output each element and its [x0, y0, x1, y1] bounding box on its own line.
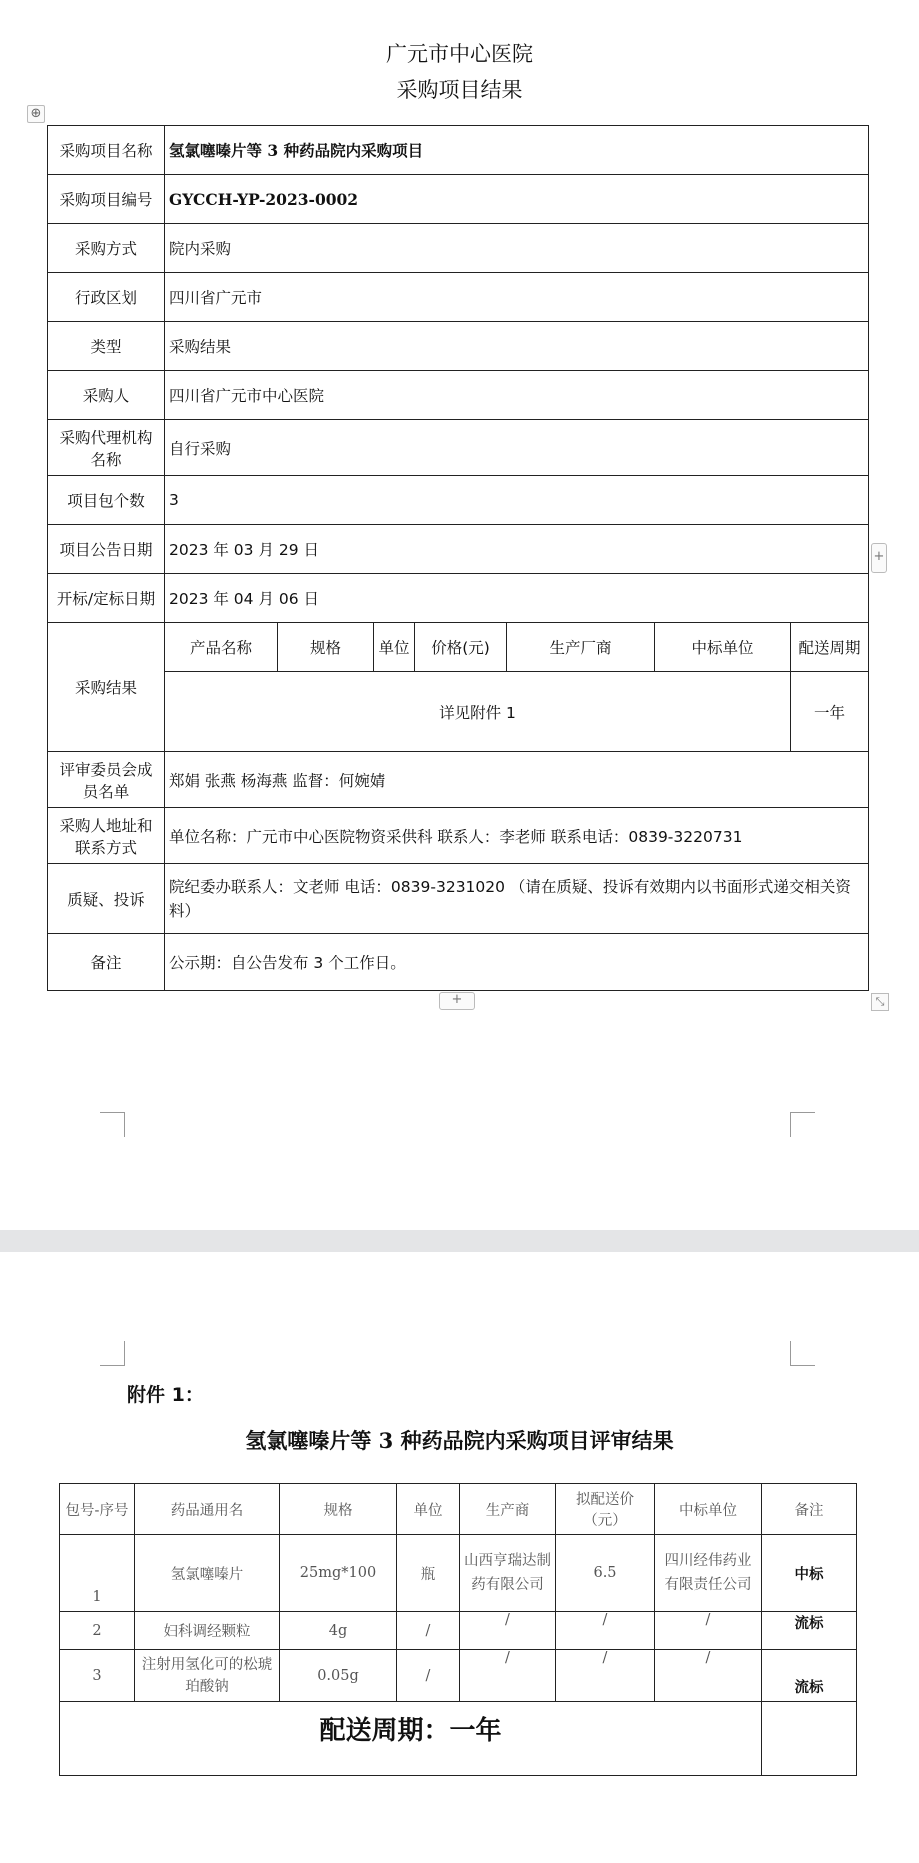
table-resize-icon[interactable]: ⤡	[871, 993, 889, 1011]
header-spec: 规格	[278, 623, 374, 672]
result-cell	[165, 623, 869, 752]
page-corner-mark	[790, 1341, 815, 1366]
footer-empty-cell	[762, 1702, 857, 1776]
cell-manufacturer[interactable]: /	[460, 1612, 556, 1650]
row-value[interactable]: 郑娟 张燕 杨海燕 监督：何婉婧	[165, 752, 869, 808]
cell-remark[interactable]: 中标	[762, 1535, 857, 1612]
table-header-row	[60, 1484, 857, 1535]
cell-remark[interactable]: 流标	[762, 1612, 857, 1650]
header-price: 价格(元)	[415, 623, 507, 672]
cell-package-no[interactable]: 3	[60, 1650, 135, 1702]
row-value[interactable]: 氢氯噻嗪片等 3 种药品院内采购项目	[165, 126, 869, 175]
header-spec: 规格	[280, 1484, 397, 1535]
cell-price[interactable]: /	[556, 1612, 655, 1650]
row-label: 采购代理机构名称	[48, 420, 165, 476]
header-winning-unit: 中标单位	[655, 1484, 762, 1535]
table-row	[60, 1612, 857, 1650]
document-title: 广元市中心医院	[386, 42, 533, 66]
table-row	[48, 864, 869, 934]
result-detail[interactable]: 详见附件 1	[165, 672, 791, 752]
table-row	[48, 224, 869, 273]
header-price: 拟配送价（元）	[556, 1484, 655, 1535]
cell-drug-name[interactable]: 妇科调经颗粒	[135, 1612, 280, 1650]
header-unit: 单位	[397, 1484, 460, 1535]
row-label: 评审委员会成员名单	[48, 752, 165, 808]
header-delivery-period: 配送周期	[791, 623, 869, 672]
row-value[interactable]: GYCCH-YP-2023-0002	[165, 175, 869, 224]
row-value[interactable]: 2023 年 04 月 06 日	[165, 574, 869, 623]
row-label: 类型	[48, 322, 165, 371]
header-manufacturer: 生产厂商	[507, 623, 655, 672]
table-row	[48, 808, 869, 864]
row-value[interactable]: 公示期：自公告发布 3 个工作日。	[165, 934, 869, 991]
add-column-icon[interactable]: +	[871, 543, 887, 573]
attachment-label: 附件 1：	[127, 1384, 204, 1406]
result-period[interactable]: 一年	[791, 672, 869, 752]
header-winning-unit: 中标单位	[655, 623, 791, 672]
cell-package-no[interactable]: 1	[60, 1535, 135, 1612]
add-row-icon[interactable]: +	[439, 992, 475, 1010]
row-label: 采购方式	[48, 224, 165, 273]
delivery-period-note[interactable]: 配送周期：一年	[60, 1702, 762, 1776]
page-corner-mark	[100, 1341, 125, 1366]
table-row	[48, 420, 869, 476]
row-value[interactable]: 2023 年 03 月 29 日	[165, 525, 869, 574]
header-drug-name: 药品通用名	[135, 1484, 280, 1535]
row-label: 项目公告日期	[48, 525, 165, 574]
cell-unit[interactable]: 瓶	[397, 1535, 460, 1612]
header-package-no: 包号-序号	[60, 1484, 135, 1535]
row-label: 开标/定标日期	[48, 574, 165, 623]
result-detail-row	[165, 672, 869, 752]
table-row	[48, 322, 869, 371]
result-label: 采购结果	[48, 623, 165, 752]
table-row	[60, 1650, 857, 1702]
table-row	[48, 371, 869, 420]
table-row	[48, 273, 869, 322]
cell-price[interactable]: 6.5	[556, 1535, 655, 1612]
row-label: 项目包个数	[48, 476, 165, 525]
row-label: 采购项目编号	[48, 175, 165, 224]
document-subtitle: 采购项目结果	[396, 78, 523, 102]
row-value[interactable]: 采购结果	[165, 322, 869, 371]
table-row	[48, 752, 869, 808]
row-value[interactable]: 单位名称：广元市中心医院物资采供科 联系人：李老师 联系电话：0839-3220731	[165, 808, 869, 864]
attachment-title: 氢氯噻嗪片等 3 种药品院内采购项目评审结果	[245, 1428, 674, 1453]
header-unit: 单位	[374, 623, 415, 672]
cell-package-no[interactable]: 2	[60, 1612, 135, 1650]
cell-spec[interactable]: 4g	[280, 1612, 397, 1650]
result-header-row	[165, 623, 869, 672]
evaluation-result-table	[59, 1483, 857, 1776]
cell-unit[interactable]: /	[397, 1650, 460, 1702]
table-row	[48, 934, 869, 991]
row-label: 采购人地址和联系方式	[48, 808, 165, 864]
cell-winning-unit[interactable]: 四川经伟药业有限责任公司	[655, 1535, 762, 1612]
header-product-name: 产品名称	[165, 623, 278, 672]
row-value[interactable]: 3	[165, 476, 869, 525]
cell-price[interactable]: /	[556, 1650, 655, 1702]
page-corner-mark	[100, 1112, 125, 1137]
row-value[interactable]: 院内采购	[165, 224, 869, 273]
table-row	[48, 623, 869, 752]
table-move-handle-icon[interactable]: ⊕	[27, 105, 45, 123]
table-row	[48, 525, 869, 574]
header-remark: 备注	[762, 1484, 857, 1535]
row-label: 行政区划	[48, 273, 165, 322]
row-label: 备注	[48, 934, 165, 991]
row-label: 采购人	[48, 371, 165, 420]
row-value[interactable]: 院纪委办联系人：文老师 电话：0839-3231020 （请在质疑、投诉有效期内以书面形式递交相关资料）	[165, 864, 869, 934]
cell-spec[interactable]: 0.05g	[280, 1650, 397, 1702]
header-manufacturer: 生产商	[460, 1484, 556, 1535]
cell-drug-name[interactable]: 注射用氢化可的松琥珀酸钠	[135, 1650, 280, 1702]
cell-manufacturer[interactable]: /	[460, 1650, 556, 1702]
table-row	[60, 1535, 857, 1612]
cell-drug-name[interactable]: 氢氯噻嗪片	[135, 1535, 280, 1612]
row-value[interactable]: 自行采购	[165, 420, 869, 476]
result-subtable	[164, 622, 869, 752]
row-value[interactable]: 四川省广元市中心医院	[165, 371, 869, 420]
table-row	[48, 175, 869, 224]
table-row	[48, 126, 869, 175]
row-label: 质疑、投诉	[48, 864, 165, 934]
row-value[interactable]: 四川省广元市	[165, 273, 869, 322]
cell-spec[interactable]: 25mg*100	[280, 1535, 397, 1612]
table-row	[48, 574, 869, 623]
row-label: 采购项目名称	[48, 126, 165, 175]
page-corner-mark	[790, 1112, 815, 1137]
cell-unit[interactable]: /	[397, 1612, 460, 1650]
cell-manufacturer[interactable]: 山西亨瑞达制药有限公司	[460, 1535, 556, 1612]
page-gap	[0, 1230, 919, 1252]
table-row	[48, 476, 869, 525]
main-table-body	[48, 126, 869, 991]
procurement-info-table	[47, 125, 869, 991]
cell-winning-unit[interactable]: /	[655, 1650, 762, 1702]
cell-winning-unit[interactable]: /	[655, 1612, 762, 1650]
table-footer-row	[60, 1702, 857, 1776]
cell-remark[interactable]: 流标	[762, 1650, 857, 1702]
